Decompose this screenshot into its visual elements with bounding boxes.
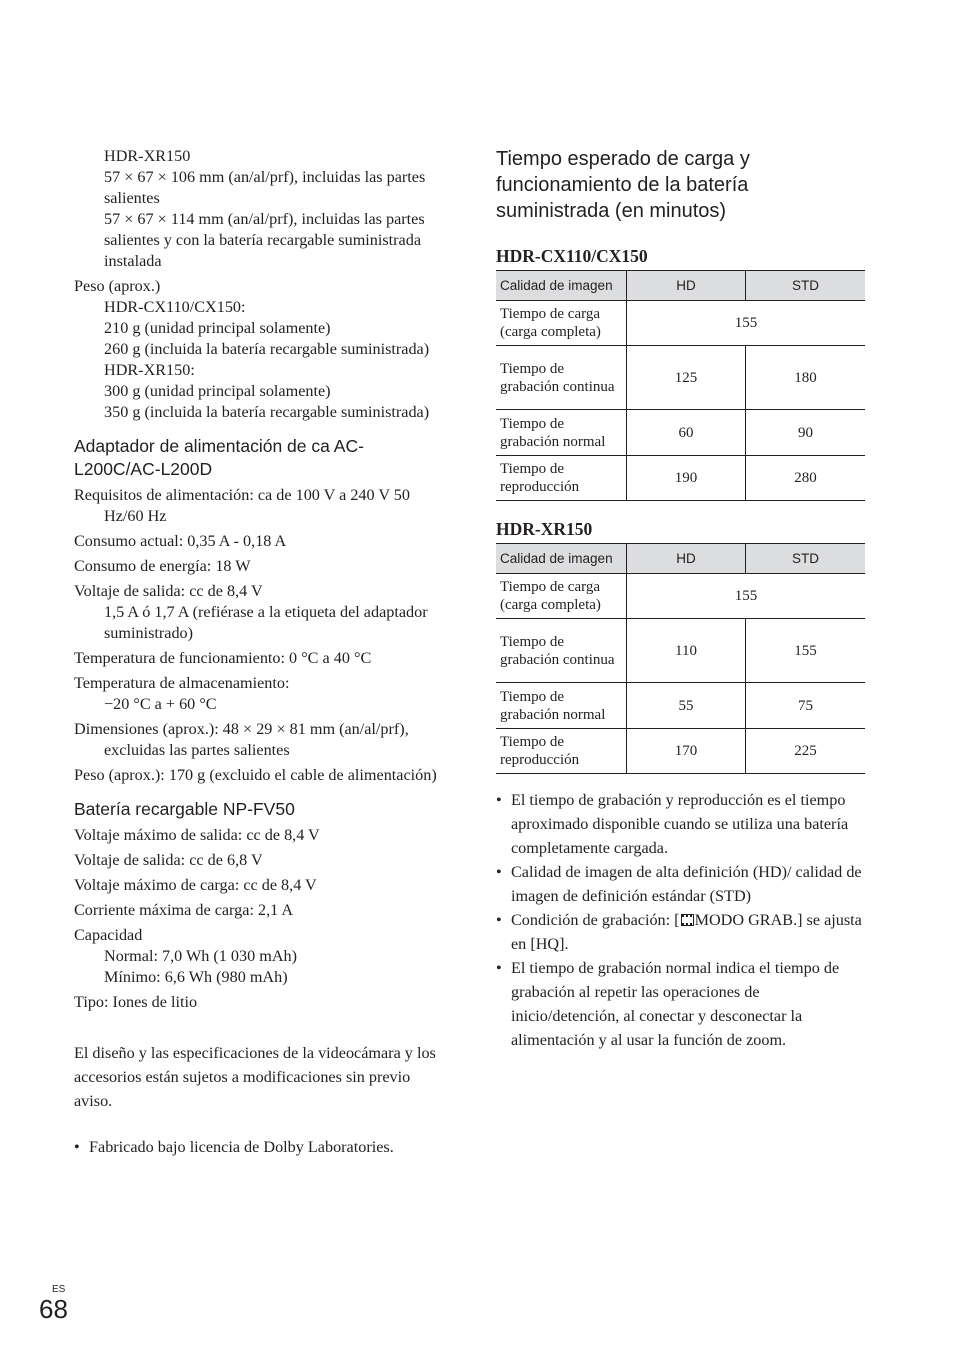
table-2 bbox=[496, 543, 865, 774]
film-icon bbox=[681, 914, 694, 926]
weight-cx-2: 260 g (incluida la batería recargable suministrada) bbox=[104, 340, 430, 358]
bullet: • bbox=[496, 911, 502, 929]
table-row bbox=[496, 729, 865, 774]
header-quality: Calidad de imagen bbox=[496, 271, 627, 301]
table-2-header bbox=[496, 544, 865, 574]
charge-value: 155 bbox=[627, 574, 866, 619]
bullet: • bbox=[74, 1138, 80, 1156]
adapter-req: Requisitos de alimentación: ca de 100 V a 240 V 50 Hz/60 Hz bbox=[74, 486, 410, 525]
hd-value: 190 bbox=[627, 456, 746, 501]
left-column bbox=[74, 146, 446, 1158]
battery-time-heading: Tiempo esperado de carga y funcionamiento de la batería suministrada (en minutos) bbox=[496, 148, 750, 222]
header-hd: HD bbox=[627, 544, 746, 574]
table-row bbox=[496, 410, 865, 456]
hd-value: 125 bbox=[627, 346, 746, 410]
bullet: • bbox=[496, 863, 502, 881]
adapter-op-temp: Temperatura de funcionamiento: 0 °C a 40 °C bbox=[74, 649, 372, 667]
adapter-current: Consumo actual: 0,35 A - 0,18 A bbox=[74, 532, 287, 550]
weight-xr-model: HDR-XR150: bbox=[104, 361, 195, 379]
std-value: 90 bbox=[746, 410, 866, 456]
weight-xr-2: 350 g (incluida la batería recargable suministrada) bbox=[104, 403, 430, 421]
note-text-post: MODO GRAB.] se ajusta en [HQ]. bbox=[511, 911, 862, 953]
table-row bbox=[496, 456, 865, 501]
adapter-power: Consumo de energía: 18 W bbox=[74, 557, 251, 575]
right-column bbox=[496, 146, 866, 1052]
xr150-dims-1: 57 × 67 × 106 mm (an/al/prf), incluidas las partes salientes bbox=[104, 168, 426, 207]
table-1 bbox=[496, 270, 865, 501]
weight-label: Peso (aprox.) bbox=[74, 277, 161, 295]
battery-heading: Batería recargable NP-FV50 bbox=[74, 799, 295, 819]
hd-value: 60 bbox=[627, 410, 746, 456]
note-text: Calidad de imagen de alta definición (HD)/ calidad de imagen de definición estándar (STD) bbox=[511, 863, 862, 905]
battery-min: Mínimo: 6,6 Wh (980 mAh) bbox=[104, 968, 288, 986]
hd-value: 55 bbox=[627, 683, 746, 729]
spec-notice: El diseño y las especificaciones de la videocámara y los accesorios están sujetos a modificaciones sin previo aviso. bbox=[74, 1044, 436, 1110]
note-3 bbox=[496, 908, 866, 956]
table-row bbox=[496, 619, 865, 683]
bullet: • bbox=[496, 791, 502, 809]
charge-value: 155 bbox=[627, 301, 866, 346]
page-number: 68 bbox=[39, 1294, 68, 1324]
adapter-output-note: 1,5 A ó 1,7 A (refiérase a la etiqueta del adaptador suministrado) bbox=[104, 603, 428, 642]
weight-cx-model: HDR-CX110/CX150: bbox=[104, 298, 246, 316]
row-label: Tiempo de reproducción bbox=[496, 456, 627, 501]
std-value: 225 bbox=[746, 729, 866, 774]
table-1-header bbox=[496, 271, 865, 301]
adapter-heading: Adaptador de alimentación de ca AC-L200C/AC-L200D bbox=[74, 436, 364, 479]
note-text: El tiempo de grabación normal indica el tiempo de grabación al repetir las operaciones de inicio/detención, al conectar y desconectar la alimentación y al usar la función de zoom. bbox=[511, 959, 840, 1049]
battery-max-charge: Voltaje máximo de carga: cc de 8,4 V bbox=[74, 876, 317, 894]
table-2-model: HDR-XR150 bbox=[496, 519, 593, 539]
adapter-weight: Peso (aprox.): 170 g (excluido el cable de alimentación) bbox=[74, 766, 437, 784]
table-row bbox=[496, 346, 865, 410]
adapter-output: Voltaje de salida: cc de 8,4 V bbox=[74, 582, 263, 600]
dolby-note bbox=[74, 1137, 446, 1158]
page-language: ES bbox=[52, 1284, 66, 1295]
battery-type: Tipo: Iones de litio bbox=[74, 993, 198, 1011]
weight-cx-1: 210 g (unidad principal solamente) bbox=[104, 319, 331, 337]
battery-max-out: Voltaje máximo de salida: cc de 8,4 V bbox=[74, 826, 320, 844]
note-1 bbox=[496, 788, 866, 860]
battery-capacity: Capacidad bbox=[74, 926, 143, 944]
row-label: Tiempo de grabación continua bbox=[496, 346, 627, 410]
note-text: El tiempo de grabación y reproducción es el tiempo aproximado disponible cuando se utiliza una batería completamente cargada. bbox=[511, 791, 849, 857]
battery-normal: Normal: 7,0 Wh (1 030 mAh) bbox=[104, 947, 298, 965]
table-row bbox=[496, 301, 865, 346]
std-value: 155 bbox=[746, 619, 866, 683]
row-label: Tiempo de carga (carga completa) bbox=[496, 574, 627, 619]
note-2 bbox=[496, 860, 866, 908]
dolby-text: Fabricado bajo licencia de Dolby Laboratories. bbox=[89, 1138, 394, 1156]
adapter-store-temp-val: −20 °C a + 60 °C bbox=[104, 695, 217, 713]
xr150-model: HDR-XR150 bbox=[104, 147, 191, 165]
bullet: • bbox=[496, 959, 502, 977]
hd-value: 110 bbox=[627, 619, 746, 683]
row-label: Tiempo de reproducción bbox=[496, 729, 627, 774]
table-row bbox=[496, 683, 865, 729]
header-std: STD bbox=[746, 271, 866, 301]
row-label: Tiempo de carga (carga completa) bbox=[496, 301, 627, 346]
std-value: 280 bbox=[746, 456, 866, 501]
table-1-model: HDR-CX110/CX150 bbox=[496, 246, 648, 266]
weight-xr-1: 300 g (unidad principal solamente) bbox=[104, 382, 331, 400]
xr150-dims-2: 57 × 67 × 114 mm (an/al/prf), incluidas las partes salientes y con la batería recargable suministrada instalada bbox=[104, 210, 425, 270]
hd-value: 170 bbox=[627, 729, 746, 774]
header-std: STD bbox=[746, 544, 866, 574]
note-text-pre: Condición de grabación: [ bbox=[511, 911, 680, 929]
battery-max-current: Corriente máxima de carga: 2,1 A bbox=[74, 901, 294, 919]
header-quality: Calidad de imagen bbox=[496, 544, 627, 574]
row-label: Tiempo de grabación normal bbox=[496, 683, 627, 729]
adapter-store-temp: Temperatura de almacenamiento: bbox=[74, 674, 290, 692]
note-4 bbox=[496, 956, 866, 1052]
std-value: 75 bbox=[746, 683, 866, 729]
row-label: Tiempo de grabación continua bbox=[496, 619, 627, 683]
battery-out: Voltaje de salida: cc de 6,8 V bbox=[74, 851, 263, 869]
header-hd: HD bbox=[627, 271, 746, 301]
adapter-dims: Dimensiones (aprox.): 48 × 29 × 81 mm (an/al/prf), excluidas las partes salientes bbox=[74, 720, 409, 759]
table-row bbox=[496, 574, 865, 619]
std-value: 180 bbox=[746, 346, 866, 410]
row-label: Tiempo de grabación normal bbox=[496, 410, 627, 456]
notes-list bbox=[496, 788, 866, 1052]
